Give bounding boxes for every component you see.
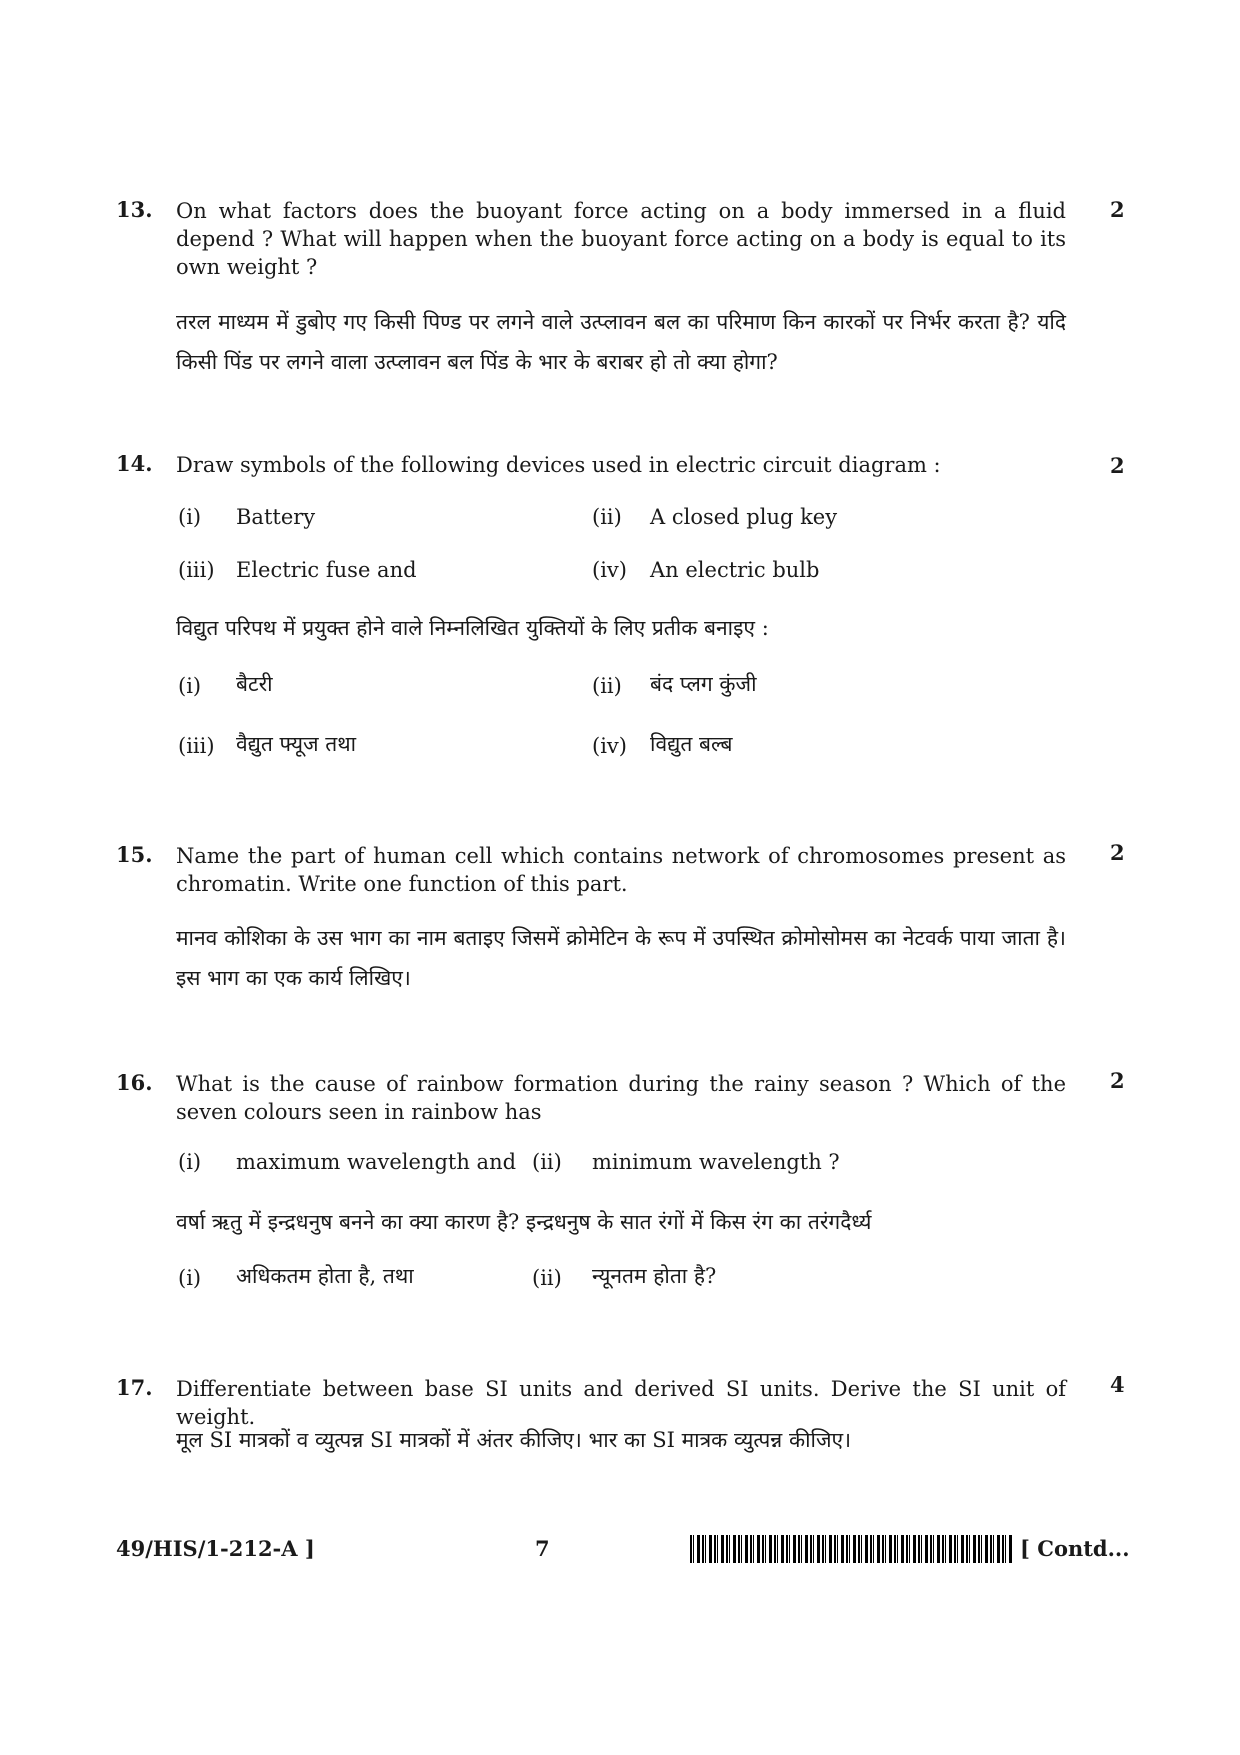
item-text: Electric fuse and (236, 558, 417, 582)
item-label: (i) (178, 674, 202, 698)
item-label: (iv) (592, 734, 627, 758)
question-marks: 2 (1110, 453, 1125, 478)
question-marks: 2 (1110, 197, 1125, 222)
item-label: (ii) (532, 1150, 562, 1174)
item-label: (iii) (178, 558, 215, 582)
item-text: An electric bulb (650, 558, 820, 582)
question-text-hindi: विद्युत परिपथ में प्रयुक्त होने वाले निम्नलिखित युक्तियों के लिए प्रतीक बनाइए : (176, 616, 769, 640)
item-label: (ii) (592, 674, 622, 698)
item-label: (iii) (178, 734, 215, 758)
item-label: (i) (178, 1150, 202, 1174)
item-label: (i) (178, 1266, 202, 1290)
question-text-english: What is the cause of rainbow formation during the rainy season ? Which of the seven colours seen in rainbow has (176, 1072, 1066, 1124)
question-number: 17. (116, 1375, 153, 1400)
question-text-english: Draw symbols of the following devices used in electric circuit diagram : (176, 453, 941, 477)
item-text: न्यूनतम होता है? (592, 1264, 717, 1288)
item-text: maximum wavelength and (236, 1150, 517, 1174)
question-marks: 2 (1110, 1068, 1125, 1093)
question-text-english: Differentiate between base SI units and derived SI units. Derive the SI unit of weight. (176, 1377, 1066, 1429)
item-label: (ii) (592, 505, 622, 529)
question-text-hindi: वर्षा ऋतु में इन्द्रधनुष बनने का क्या कारण है? इन्द्रधनुष के सात रंगों में किस रंग का तरंगदैर्ध्य (176, 1210, 872, 1234)
question-text-english: On what factors does the buoyant force acting on a body immersed in a fluid depend ? What will happen when the buoyant force acting on a body is equal to its own weight ? (176, 199, 1066, 279)
item-text: Battery (236, 505, 316, 529)
item-text: अधिकतम होता है, तथा (236, 1264, 414, 1288)
question-marks: 2 (1110, 840, 1125, 865)
page-number: 7 (535, 1536, 550, 1561)
question-number: 15. (116, 842, 153, 867)
question-text-hindi: मूल SI मात्रकों व व्युत्पन्न SI मात्रकों में अंतर कीजिए। भार का SI मात्रक व्युत्पन्न कीजिए। (176, 1428, 852, 1452)
continued-label: [ Contd... (1020, 1536, 1130, 1561)
barcode (690, 1535, 1012, 1563)
question-number: 14. (116, 451, 153, 476)
item-text: minimum wavelength ? (592, 1150, 840, 1174)
item-text: A closed plug key (650, 505, 838, 529)
question-text-english: Name the part of human cell which contains network of chromosomes present as chromatin. Write one function of this part. (176, 844, 1066, 896)
question-number: 13. (116, 197, 153, 222)
question-text-hindi: मानव कोशिका के उस भाग का नाम बताइए जिसमें क्रोमेटिन के रूप में उपस्थित क्रोमोसोमस का नेटवर्क पाया जाता है। इस भाग का एक कार्य लिखिए। (176, 926, 1066, 990)
item-text: बैटरी (236, 672, 273, 696)
item-text: बंद प्लग कुंजी (650, 672, 757, 696)
item-label: (ii) (532, 1266, 562, 1290)
question-marks: 4 (1110, 1372, 1125, 1397)
item-label: (i) (178, 505, 202, 529)
paper-code: 49/HIS/1-212-A ] (116, 1536, 315, 1561)
item-text: विद्युत बल्ब (650, 732, 733, 756)
item-text: वैद्युत फ्यूज तथा (236, 732, 357, 756)
question-number: 16. (116, 1070, 153, 1095)
question-text-hindi: तरल माध्यम में डुबोए गए किसी पिण्ड पर लगने वाले उत्प्लावन बल का परिमाण किन कारकों पर निर्भर करता है? यदि किसी पिंड पर लगने वाला उत्प्लावन बल पिंड के भार के बराबर हो तो क्या होगा? (176, 310, 1066, 374)
item-label: (iv) (592, 558, 627, 582)
